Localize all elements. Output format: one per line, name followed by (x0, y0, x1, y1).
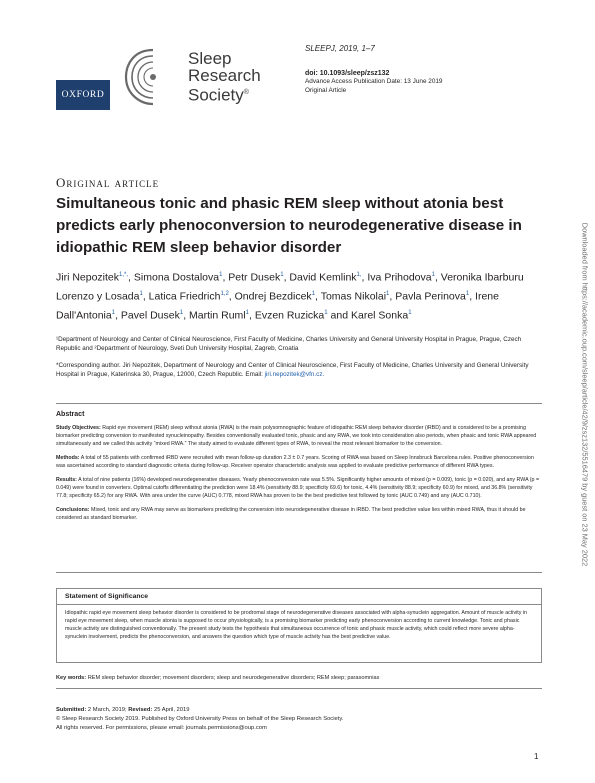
author-name[interactable]: Ondrej Bezdicek (234, 290, 312, 303)
author-name[interactable]: Iva Prihodova (367, 271, 432, 284)
journal-header (56, 34, 546, 114)
author-affiliation-marker: 1 (111, 310, 116, 316)
author-affiliation-marker: 1 (245, 310, 249, 316)
journal-citation: SLEEPJ, 2019, 1–7 (305, 44, 375, 53)
author-name[interactable]: Petr Dusek (228, 271, 281, 284)
corresponding-author (56, 361, 541, 380)
author-name[interactable]: Karel Sonka (351, 309, 409, 322)
section-label: Original article (56, 175, 160, 190)
author-affiliation-marker: 1,*, (119, 272, 129, 278)
author-name[interactable]: Martin Ruml (189, 309, 246, 322)
affiliations: ¹Department of Neurology and Center of Clinical Neuroscience, First Faculty of Medicine, Charles University and General University Hospital in Prague, Prague, Czech Republic and ²Department of Neurology, Sveti Duh University Hospital, Zagreb, Croatia (56, 336, 522, 353)
author-and: and (330, 309, 349, 322)
author-name[interactable]: Tomas Nikolai (320, 290, 387, 303)
author-affiliation-marker: 1 (408, 310, 412, 316)
author-affiliation-marker: 1 (179, 310, 184, 316)
article-footer (56, 706, 542, 733)
page-number: 1 (534, 752, 539, 761)
abstract-methods: Methods: A total of 55 patients with confirmed iRBD were recruited with mean follow-up duration 2.3 ± 0.7 years. Scoring of RWA was based on Sleep Innsbruck Barcelona rules. Positive phenoconversion was ascertained according to standard diagnostic criteria during follow-up. Receiver operator characteristic analysis was applied to evaluate predictive performance of different RWA types. (56, 455, 534, 469)
society-name-line-1: Sleep (188, 49, 232, 68)
keywords-divider (56, 688, 542, 689)
author-affiliation-marker: 1,2 (220, 291, 229, 297)
email-link[interactable]: jiri.nepozitek@vfn.cz. (264, 371, 325, 379)
abstract-results: Results: A total of nine patients (16%) developed neurodegenerative diseases. Yearly phenoconversion rate was 5.5%. Significantly higher amounts of mixed (p = 0.009), tonic (p = 0.020), and any RWA (p = 0.049) were found in converters. Optimal cutoffs differentiating the prediction were 18.4% (sensitivity 88.9; specificity 69.6) for tonic, 4.4% (sensitivity 88.9; specificity 60.9) for mixed, and 36.8% (sensitivity 77.8; specificity 65.2) for any RWA. With area under the curve (AUC) 0.778, mixed RWA has proven to be the best predictive test followed by tonic (AUC 0.749) and any (AUC 0.710). (56, 477, 540, 499)
author-affiliation-marker: 1, (356, 272, 362, 278)
sleep-research-society-logo-icon (122, 46, 184, 108)
author-name[interactable]: Veronika Ibarburu Lorenzo y Losada (56, 271, 524, 303)
doi[interactable]: doi: 10.1093/sleep/zsz132 (305, 70, 390, 77)
author-affiliation-marker: 1 (431, 272, 435, 278)
author-name[interactable]: Simona Dostalova (133, 271, 220, 284)
society-name (188, 50, 261, 104)
author-affiliation-marker: 1 (386, 291, 390, 297)
download-watermark (580, 215, 590, 575)
author-name[interactable]: Latica Friedrich (148, 290, 221, 303)
author-affiliation-marker: 1 (219, 272, 223, 278)
keywords-label: Key words: (56, 675, 87, 681)
significance-heading: Statement of Significance (65, 593, 149, 600)
correspondence-text: *Corresponding author. Jiri Nepozitek, Department of Neurology and Center of Clinical Neuroscience, First Faculty of Medicine, Charles University and General University Hospital in Prague, Katerinska 30, Prague, 12000, Czech Republic. Email: (56, 362, 529, 379)
author-name[interactable]: David Kemlink (289, 271, 357, 284)
copyright: © Sleep Research Society 2019. Published by Oxford University Press on behalf of the Sleep Research Society. (56, 716, 344, 722)
submission-dates: Submitted: 2 March, 2019; Revised: 25 April, 2019 (56, 707, 190, 713)
oxford-logo[interactable]: OXFORD (56, 80, 110, 110)
rights: All rights reserved. For permissions, please email: journals.permissions@oup.com (56, 725, 267, 731)
author-affiliation-marker: 1 (324, 310, 328, 316)
significance-text: Idiopathic rapid eye movement sleep behavior disorder is considered to be prodromal stage of neurodegenerative diseases associated with alpha-synuclein aggregation. Amount of muscle activity in rapid eye movement sleep, when muscle atonia is supposed to occur physiologically, is a promising biomarker predicting early phenoconversion according to current knowledge. Tonic and phasic muscle activity are distinguished conventionally. The present study tests the hypothesis that simultaneous occurrence of tonic and phasic muscle activity, which could reflect more severe alpha-synuclein involvement, predicts the phenoconversion, and answers the question which type of muscle activity has the best predictive value. (65, 610, 527, 640)
author-name[interactable]: Irene Dall'Antonia (56, 290, 499, 322)
author-name[interactable]: Pavla Perinova (395, 290, 466, 303)
author-affiliation-marker: 1 (465, 291, 470, 297)
abstract-conclusions: Conclusions: Mixed, tonic and any RWA may serve as biomarkers predicting the conversion into neurodegenerative disease in iRBD. The best predictive value lies within mixed RWA, thus it should be considered as standard biomarker. (56, 507, 526, 521)
article-title: Simultaneous tonic and phasic REM sleep without atonia best predicts early phenoconversion to neurodegenerative disease in idiopathic REM sleep behavior disorder (56, 195, 522, 256)
author-name[interactable]: Jiri Nepozitek (56, 271, 120, 284)
society-name-line-3: Society® (188, 85, 249, 105)
abstract-objectives: Study Objectives: Rapid eye movement (REM) sleep without atonia (RWA) is the main polysomnographic feature of idiopathic REM sleep behavior disorder (iRBD) and is considered to be a promising biomarker predicting conversion to manifested synucleinopathy. Besides conventionally evaluated tonic, phasic and any RWA, we took into consideration also periods, when phasic and tonic RWA appeared simultaneously and we called this activity “mixed RWA.” The study aimed to evaluate different types of RWA, to reveal the most relevant biomarker to the conversion. (56, 425, 537, 447)
abstract (56, 403, 542, 573)
author-affiliation-marker: 1 (280, 272, 284, 278)
keywords (56, 675, 542, 681)
society-name-line-2: Research (188, 66, 261, 85)
article-meta (305, 44, 443, 95)
download-watermark-text: Downloaded from https://academic.oup.com/sleep/article/42/9/zsz132/5516479 by guest on 23 May 2022 (580, 222, 590, 567)
abstract-heading: Abstract (56, 411, 85, 418)
keywords-text: REM sleep behavior disorder; movement disorders; sleep and neurodegenerative disorders; REM sleep; parasomnias (87, 675, 380, 681)
author-affiliation-marker: 1 (311, 291, 316, 297)
statement-of-significance (56, 588, 542, 663)
advance-access-date: Advance Access Publication Date: 13 June 2019 (305, 78, 443, 85)
author-affiliation-marker: 1 (139, 291, 143, 297)
author-name[interactable]: Pavel Dusek (120, 309, 180, 322)
article-type: Original Article (305, 87, 347, 94)
author-list: Jiri Nepozitek$^{1,*,}$, Simona Dostalova$^1$, Petr Dusek$^1$, David Kemlink$^{1,}$, Iva Prihodova$^1$, Veronika Ibarburu Lorenzo y Losada$^1$, Latica Friedrich$^{1,2}$, Ondrej Bezdicek$^1$, Tomas Nikolai$^1$, Pavla Perinova$^1$, Irene Dall'Antonia$^1$, Pavel Dusek$^1$, Martin Ruml$^1$, Evzen Ruzicka$^1$ and Karel Sonka$^1$ (56, 271, 524, 322)
author-name[interactable]: Evzen Ruzicka (254, 309, 325, 322)
